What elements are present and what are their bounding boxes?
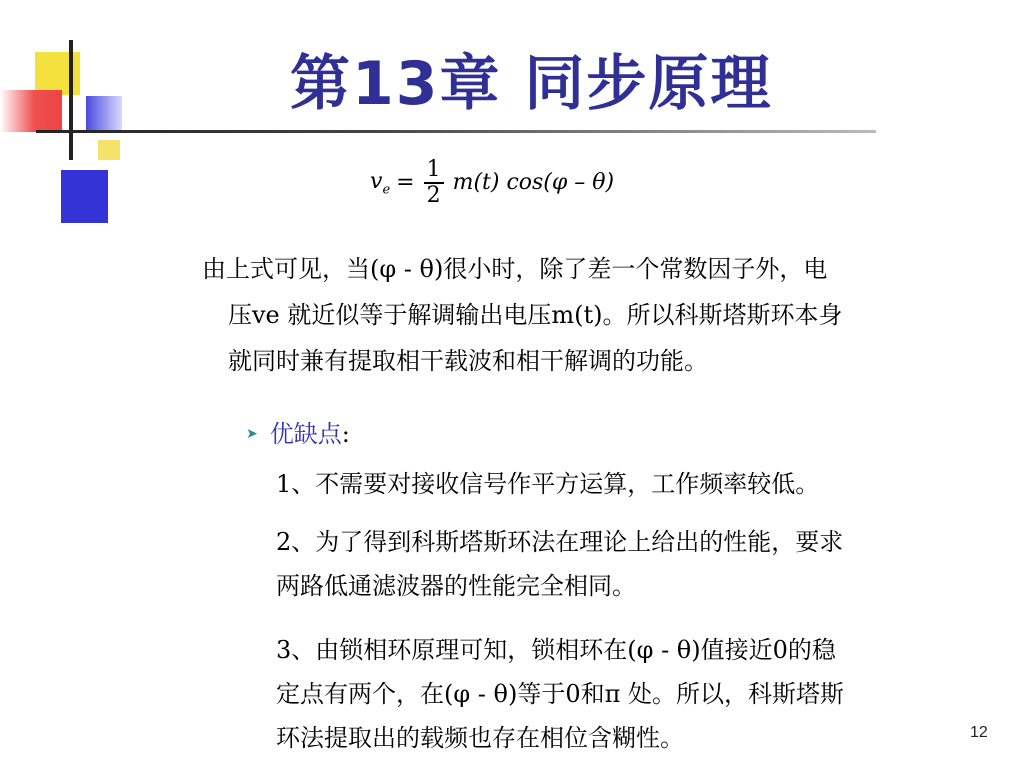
decor-vertical-line — [69, 40, 73, 160]
slide-title: 第13章 同步原理 — [290, 49, 773, 119]
list-item — [276, 628, 844, 760]
formula-fraction — [423, 158, 445, 208]
decor-red-bar — [0, 90, 62, 132]
item-1-text: 1、不需要对接收信号作平方运算，工作频率较低。 — [276, 470, 820, 498]
page-number: 12 — [970, 724, 988, 741]
fraction-numerator: 1 — [426, 157, 441, 182]
pros-cons-bullet — [246, 416, 350, 452]
paragraph-line-2: 压ve 就近似等于解调输出电压m(t)。所以科斯塔斯环本身 — [228, 301, 843, 329]
paragraph-line-1: 由上式可见，当(φ - θ)很小时，除了差一个常数因子外，电 — [202, 255, 828, 283]
fraction-denominator: 2 — [426, 182, 441, 208]
list-item — [276, 520, 843, 608]
decor-yellow-square — [35, 52, 80, 95]
decor-blue-small-square — [86, 96, 122, 132]
item-3-line-1: 3、由锁相环原理可知，锁相环在(φ - θ)值接近0的稳 — [276, 636, 836, 664]
arrow-bullet-icon: ➤ — [246, 426, 258, 442]
decor-blue-square — [61, 170, 108, 223]
title-underline — [36, 130, 876, 133]
bullet-colon: : — [341, 420, 350, 448]
item-3-line-2: 定点有两个，在(φ - θ)等于0和π 处。所以，科斯塔斯 — [276, 680, 845, 708]
explanation-paragraph — [202, 246, 1012, 384]
list-item — [276, 462, 819, 506]
item-3-line-3: 环法提取出的载频也存在相位含糊性。 — [276, 724, 684, 752]
formula-equals: = — [396, 170, 415, 196]
bullet-label: 优缺点 — [269, 420, 342, 448]
decor-yellow-small-square — [98, 140, 120, 160]
paragraph-line-3: 就同时兼有提取相干载波和相干解调的功能。 — [228, 347, 708, 375]
formula-rhs: m(t) cos(φ – θ) — [452, 170, 615, 196]
item-2-line-1: 2、为了得到科斯塔斯环法在理论上给出的性能，要求 — [276, 528, 844, 556]
formula — [370, 158, 614, 208]
item-2-line-2: 两路低通滤波器的性能完全相同。 — [276, 572, 636, 600]
formula-lhs: $v_e$ — [370, 168, 391, 197]
